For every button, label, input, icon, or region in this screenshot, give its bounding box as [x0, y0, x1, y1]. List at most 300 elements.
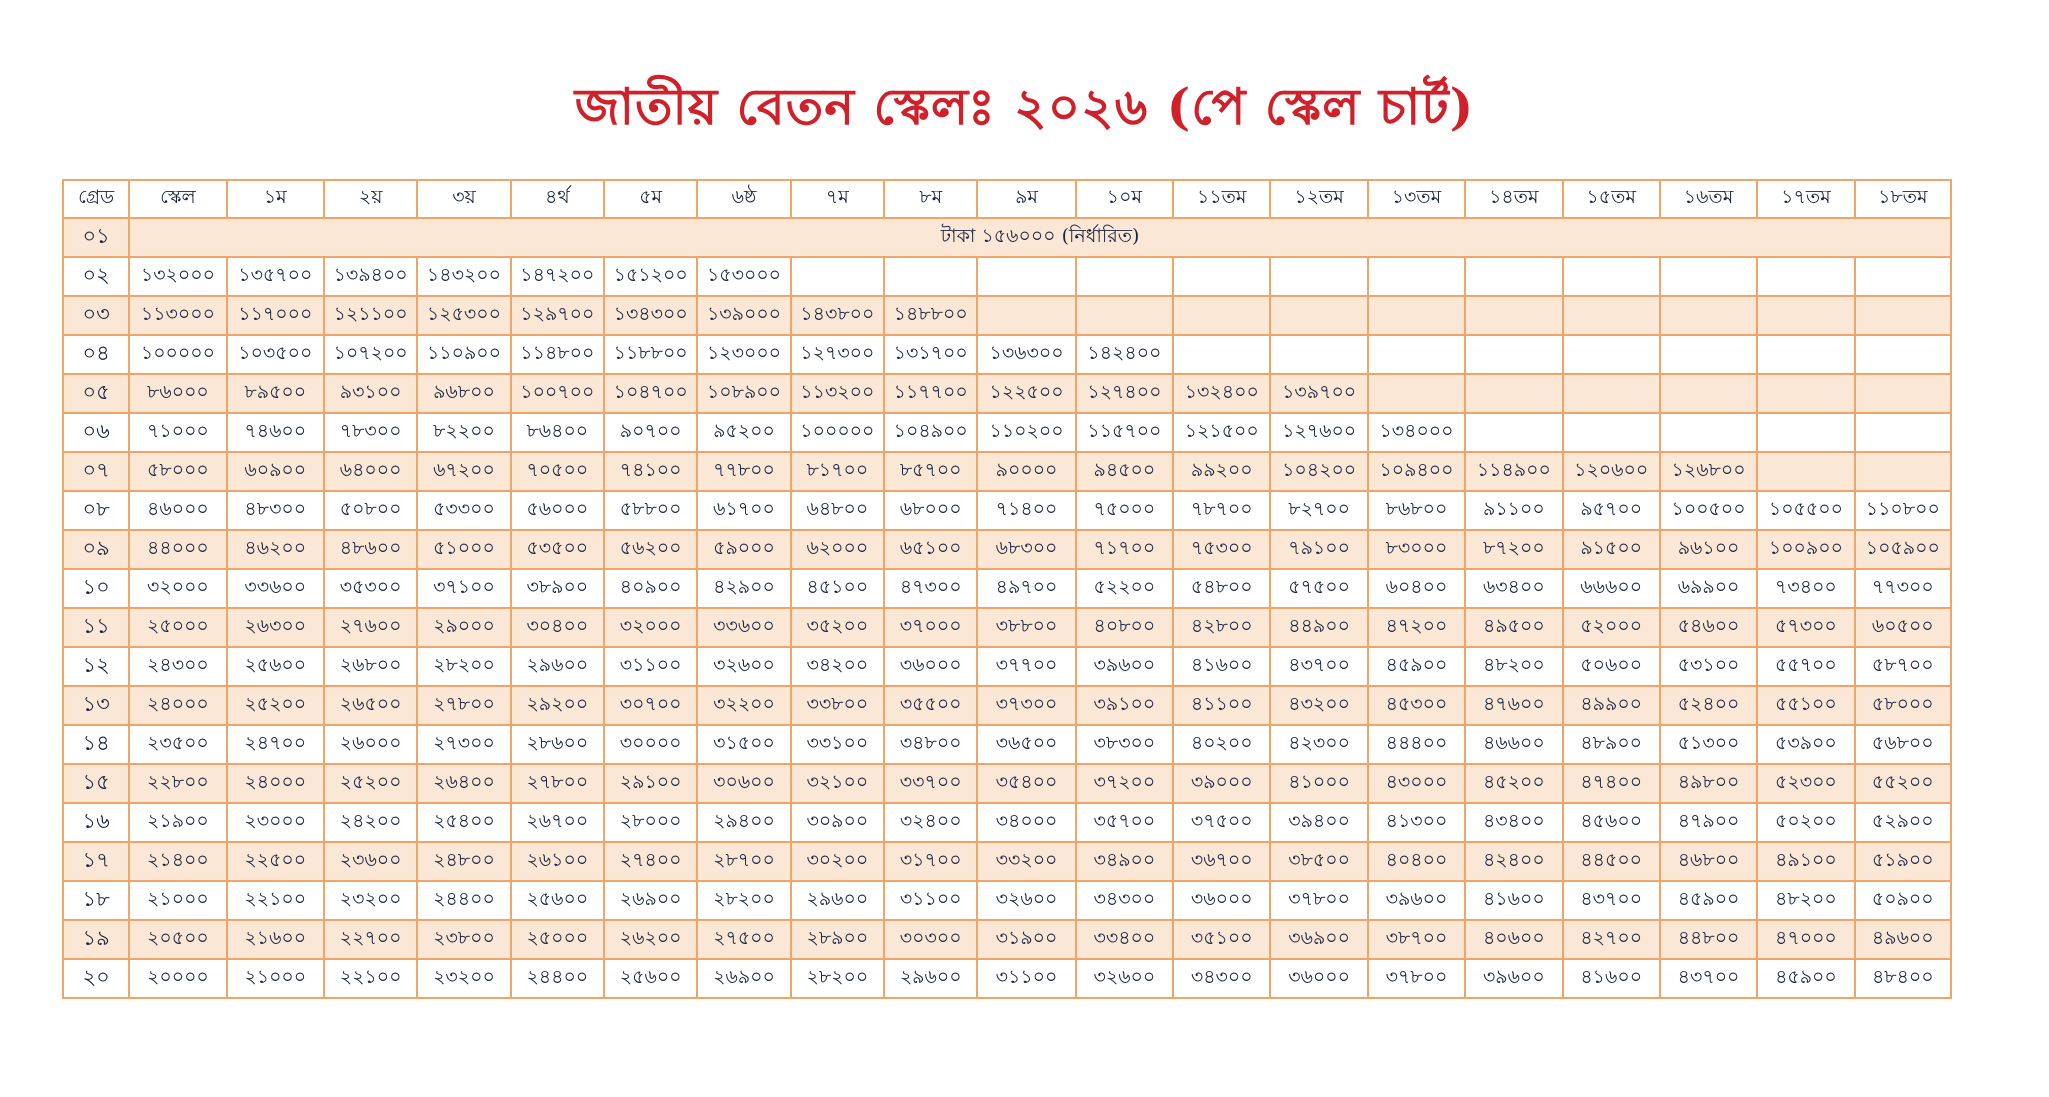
salary-cell: ২৩৬০০	[324, 842, 417, 881]
salary-cell: ১২৯৭০০	[511, 296, 604, 335]
salary-cell: ৩৫৩০০	[324, 569, 417, 608]
salary-cell: ৪৩৭০০	[1660, 959, 1757, 998]
salary-cell: ৫৮০০০	[1855, 686, 1951, 725]
fixed-salary-note: টাকা ১৫৬০০০ (নির্ধারিত)	[129, 218, 1951, 257]
salary-cell: ১১০৮০০	[1855, 491, 1951, 530]
salary-cell: ৩৩২০০	[977, 842, 1075, 881]
salary-cell	[1855, 335, 1951, 374]
salary-cell	[1757, 413, 1854, 452]
salary-cell: ৭০৫০০	[511, 452, 604, 491]
salary-cell	[1465, 257, 1562, 296]
salary-cell: ৫০২০০	[1757, 803, 1854, 842]
salary-cell: ৩৭৮০০	[1368, 959, 1465, 998]
salary-cell: ৪২৯০০	[697, 569, 790, 608]
salary-cell: ৭১৪০০	[977, 491, 1075, 530]
salary-cell: ৩৫১০০	[1173, 920, 1270, 959]
salary-cell: ৭৪১০০	[604, 452, 697, 491]
salary-cell	[1757, 452, 1854, 491]
salary-cell: ১৩৪০০০	[1368, 413, 1465, 452]
table-row	[63, 647, 1951, 686]
table-row	[63, 842, 1951, 881]
header-step: ১২তম	[1270, 180, 1367, 218]
salary-cell: ১০৮৯০০	[697, 374, 790, 413]
salary-cell: ৩৯৬০০	[1465, 959, 1562, 998]
salary-cell: ৫২২০০	[1076, 569, 1173, 608]
salary-cell: ১০০৭০০	[511, 374, 604, 413]
salary-cell: ২০৫০০	[129, 920, 226, 959]
grade-cell: ১২	[63, 647, 129, 686]
salary-cell: ৫৬৮০০	[1855, 725, 1951, 764]
salary-cell: ৩৩৬০০	[697, 608, 790, 647]
salary-cell: ১৩১৭০০	[884, 335, 977, 374]
salary-cell: ৪২৪০০	[1465, 842, 1562, 881]
header-step: ৪র্থ	[511, 180, 604, 218]
salary-cell: ২৯৬০০	[791, 881, 884, 920]
salary-cell: ২১০০০	[129, 881, 226, 920]
salary-cell: ৭১০০০	[129, 413, 226, 452]
salary-cell: ৫২৯০০	[1855, 803, 1951, 842]
salary-cell: ৯০৭০০	[604, 413, 697, 452]
salary-cell: ৫২৩০০	[1757, 764, 1854, 803]
salary-cell: ৮৭২০০	[1465, 530, 1562, 569]
salary-cell: ৮৫৭০০	[884, 452, 977, 491]
salary-cell: ৬০৫০০	[1855, 608, 1951, 647]
salary-cell: ৩৪৯০০	[1076, 842, 1173, 881]
salary-cell: ১৩৪৩০০	[604, 296, 697, 335]
salary-cell: ৬২০০০	[791, 530, 884, 569]
salary-cell: ৪৯৭০০	[977, 569, 1075, 608]
salary-cell: ৩৮৯০০	[511, 569, 604, 608]
salary-cell: ৩১১০০	[604, 647, 697, 686]
salary-cell: ৫২০০০	[1563, 608, 1660, 647]
salary-cell: ৮৬৮০০	[1368, 491, 1465, 530]
grade-cell: ০৬	[63, 413, 129, 452]
salary-cell: ২৫৬০০	[604, 959, 697, 998]
salary-cell: ৪৫২০০	[1465, 764, 1562, 803]
salary-cell: ৪৪৫০০	[1563, 842, 1660, 881]
salary-cell: ৩৪০০০	[977, 803, 1075, 842]
salary-cell: ১০০০০০	[129, 335, 226, 374]
salary-cell	[1563, 413, 1660, 452]
salary-cell	[1757, 296, 1854, 335]
salary-cell: ৯৩১০০	[324, 374, 417, 413]
salary-cell: ৪১৬০০	[1465, 881, 1562, 920]
salary-cell	[1563, 374, 1660, 413]
salary-cell: ৫১০০০	[417, 530, 510, 569]
salary-cell: ৬৮০০০	[884, 491, 977, 530]
salary-cell: ৪১১০০	[1173, 686, 1270, 725]
salary-cell	[1465, 374, 1562, 413]
salary-cell: ৩৫৭০০	[1076, 803, 1173, 842]
salary-cell	[1660, 413, 1757, 452]
salary-cell: ৬৬৬০০	[1563, 569, 1660, 608]
salary-cell: ৪৫৯০০	[1757, 959, 1854, 998]
salary-cell: ২৬২০০	[604, 920, 697, 959]
salary-cell: ১৩৬৩০০	[977, 335, 1075, 374]
header-step: ৬ষ্ঠ	[697, 180, 790, 218]
salary-cell: ৩৯১০০	[1076, 686, 1173, 725]
salary-cell: ৩৬০০০	[884, 647, 977, 686]
salary-cell: ৪৭৬০০	[1465, 686, 1562, 725]
salary-cell	[1855, 296, 1951, 335]
table-row	[63, 959, 1951, 998]
salary-cell: ৩০২০০	[791, 842, 884, 881]
header-step: ৫ম	[604, 180, 697, 218]
table-row	[63, 569, 1951, 608]
salary-cell: ৪৩২০০	[1270, 686, 1367, 725]
salary-cell: ৫৫১০০	[1757, 686, 1854, 725]
salary-cell: ৬৮৩০০	[977, 530, 1075, 569]
header-step: ১০ম	[1076, 180, 1173, 218]
salary-cell: ২৪৮০০	[417, 842, 510, 881]
salary-cell: ৪২৩০০	[1270, 725, 1367, 764]
salary-cell: ২৬৯০০	[604, 881, 697, 920]
salary-cell: ৫১৯০০	[1855, 842, 1951, 881]
salary-cell: ১০৫৫০০	[1757, 491, 1854, 530]
salary-cell: ৪৫৯০০	[1368, 647, 1465, 686]
salary-cell: ২১০০০	[227, 959, 324, 998]
salary-cell: ৩২৬০০	[697, 647, 790, 686]
table-row	[63, 530, 1951, 569]
salary-cell: ২৮২০০	[417, 647, 510, 686]
salary-cell: ৩১৭০০	[884, 842, 977, 881]
salary-cell	[1563, 257, 1660, 296]
salary-cell	[1173, 296, 1270, 335]
salary-cell: ৪০৯০০	[604, 569, 697, 608]
salary-cell: ৩৯৬০০	[1368, 881, 1465, 920]
salary-cell: ৩১১০০	[977, 959, 1075, 998]
salary-cell: ৪৯৯০০	[1563, 686, 1660, 725]
salary-cell: ১২২৫০০	[977, 374, 1075, 413]
salary-cell: ৯১৫০০	[1563, 530, 1660, 569]
salary-cell: ৪৮৩০০	[227, 491, 324, 530]
salary-cell: ২৬৪০০	[417, 764, 510, 803]
salary-cell: ৭৪৬০০	[227, 413, 324, 452]
salary-cell: ৩৪২০০	[791, 647, 884, 686]
table-row	[63, 920, 1951, 959]
salary-cell	[1270, 257, 1367, 296]
salary-cell: ৪৫১০০	[791, 569, 884, 608]
header-step: ৮ম	[884, 180, 977, 218]
salary-cell	[1465, 413, 1562, 452]
salary-cell: ৪৬৮০০	[1660, 842, 1757, 881]
salary-cell: ৮৩০০০	[1368, 530, 1465, 569]
table-row	[63, 686, 1951, 725]
salary-cell: ৩২২০০	[697, 686, 790, 725]
salary-cell	[1076, 296, 1173, 335]
salary-cell: ১২১৫০০	[1173, 413, 1270, 452]
salary-cell: ৩৮৮০০	[977, 608, 1075, 647]
salary-cell: ৫৩১০০	[1660, 647, 1757, 686]
salary-cell: ৪২৭০০	[1563, 920, 1660, 959]
salary-cell	[791, 257, 884, 296]
table-body	[63, 218, 1951, 998]
salary-cell: ১১৩২০০	[791, 374, 884, 413]
salary-cell: ১৩২৪০০	[1173, 374, 1270, 413]
salary-cell: ৮৬৪০০	[511, 413, 604, 452]
salary-cell: ১১৩০০০	[129, 296, 226, 335]
salary-cell: ৭৫০০০	[1076, 491, 1173, 530]
table-row	[63, 452, 1951, 491]
salary-cell: ৩৭৫০০	[1173, 803, 1270, 842]
salary-cell: ১৫৩০০০	[697, 257, 790, 296]
salary-cell: ৪৩৭০০	[1270, 647, 1367, 686]
table-row	[63, 296, 1951, 335]
salary-cell: ৪৭৯০০	[1660, 803, 1757, 842]
header-step: ১৮তম	[1855, 180, 1951, 218]
salary-cell: ৫৯০০০	[697, 530, 790, 569]
salary-cell: ৩৭৩০০	[977, 686, 1075, 725]
salary-cell: ১৪৩২০০	[417, 257, 510, 296]
salary-cell: ১১৭৭০০	[884, 374, 977, 413]
salary-cell: ১৪২৪০০	[1076, 335, 1173, 374]
salary-cell: ২৭৬০০	[324, 608, 417, 647]
salary-cell: ৫৭৩০০	[1757, 608, 1854, 647]
salary-cell: ৩৫৫০০	[884, 686, 977, 725]
grade-cell: ০৮	[63, 491, 129, 530]
salary-cell: ৫৩৯০০	[1757, 725, 1854, 764]
grade-cell: ১৫	[63, 764, 129, 803]
salary-cell: ৪০৮০০	[1076, 608, 1173, 647]
salary-cell: ৩৬৫০০	[977, 725, 1075, 764]
salary-cell: ৪০৬০০	[1465, 920, 1562, 959]
salary-cell: ৩০৭০০	[604, 686, 697, 725]
salary-cell: ৭১৭০০	[1076, 530, 1173, 569]
salary-cell: ৩৬০০০	[1270, 959, 1367, 998]
salary-cell: ৩৩৮০০	[791, 686, 884, 725]
salary-cell: ৩৩১০০	[791, 725, 884, 764]
salary-cell: ১১০৯০০	[417, 335, 510, 374]
salary-cell: ২৭৪০০	[604, 842, 697, 881]
salary-cell: ২১৪০০	[129, 842, 226, 881]
salary-cell: ৫৬০০০	[511, 491, 604, 530]
salary-cell: ১২১১০০	[324, 296, 417, 335]
salary-cell	[1368, 374, 1465, 413]
salary-cell: ৪৫৩০০	[1368, 686, 1465, 725]
header-step: ৯ম	[977, 180, 1075, 218]
salary-cell: ৪৯১০০	[1757, 842, 1854, 881]
salary-cell: ২২১০০	[324, 959, 417, 998]
salary-cell: ১০৩৫০০	[227, 335, 324, 374]
salary-cell: ১২৭৪০০	[1076, 374, 1173, 413]
grade-cell: ১৯	[63, 920, 129, 959]
salary-cell: ৩৯০০০	[1173, 764, 1270, 803]
salary-cell	[1270, 296, 1367, 335]
salary-cell: ৫৪৮০০	[1173, 569, 1270, 608]
pay-scale-table	[62, 179, 1952, 999]
table-row	[63, 257, 1951, 296]
header-step: ৭ম	[791, 180, 884, 218]
salary-cell: ৪৩৭০০	[1563, 881, 1660, 920]
table-row	[63, 413, 1951, 452]
salary-cell: ৩০০০০	[604, 725, 697, 764]
salary-cell: ৩৭১০০	[417, 569, 510, 608]
salary-cell: ৪৮২০০	[1757, 881, 1854, 920]
salary-cell: ১৩৫৭০০	[227, 257, 324, 296]
salary-cell: ২৮৬০০	[511, 725, 604, 764]
salary-cell: ২৮৭০০	[697, 842, 790, 881]
salary-cell: ২২৫০০	[227, 842, 324, 881]
salary-cell: ১০০৯০০	[1757, 530, 1854, 569]
salary-cell: ১২৭৩০০	[791, 335, 884, 374]
salary-cell: ৭৭৮০০	[697, 452, 790, 491]
salary-cell: ১০৫৯০০	[1855, 530, 1951, 569]
salary-cell: ৭৩৪০০	[1757, 569, 1854, 608]
grade-cell: ১৪	[63, 725, 129, 764]
salary-cell: ৩৪৩০০	[1173, 959, 1270, 998]
salary-cell: ৮২৭০০	[1270, 491, 1367, 530]
salary-cell: ৩৭৮০০	[1270, 881, 1367, 920]
salary-cell: ৯৯২০০	[1173, 452, 1270, 491]
salary-cell: ৫৮০০০	[129, 452, 226, 491]
salary-cell: ৬৪০০০	[324, 452, 417, 491]
salary-cell: ২৩২০০	[417, 959, 510, 998]
salary-cell: ২১৬০০	[227, 920, 324, 959]
salary-cell	[977, 296, 1075, 335]
salary-cell: ২৪৪০০	[511, 959, 604, 998]
salary-cell: ৪৯৬০০	[1855, 920, 1951, 959]
salary-cell: ৫৫৭০০	[1757, 647, 1854, 686]
salary-cell: ২৩০০০	[227, 803, 324, 842]
salary-cell: ৭৫৩০০	[1173, 530, 1270, 569]
salary-cell: ১০৪৭০০	[604, 374, 697, 413]
grade-cell: ১১	[63, 608, 129, 647]
salary-cell: ৮২২০০	[417, 413, 510, 452]
salary-cell: ২৮২০০	[791, 959, 884, 998]
header-step: ১৩তম	[1368, 180, 1465, 218]
salary-cell: ১৪৮৮০০	[884, 296, 977, 335]
salary-cell	[1173, 335, 1270, 374]
salary-cell: ৪০২০০	[1173, 725, 1270, 764]
salary-cell: ৫৭৫০০	[1270, 569, 1367, 608]
salary-cell: ২৪৭০০	[227, 725, 324, 764]
salary-cell: ৪৪০০০	[129, 530, 226, 569]
salary-cell: ২৬৩০০	[227, 608, 324, 647]
salary-cell: ৪৬৬০০	[1465, 725, 1562, 764]
salary-cell: ৯১১০০	[1465, 491, 1562, 530]
salary-cell: ২৯৬০০	[511, 647, 604, 686]
grade-cell: ০২	[63, 257, 129, 296]
salary-cell: ২৩৮০০	[417, 920, 510, 959]
salary-cell: ৯৪৫০০	[1076, 452, 1173, 491]
salary-cell	[884, 257, 977, 296]
salary-cell: ৪৬০০০	[129, 491, 226, 530]
salary-cell: ৩২৪০০	[884, 803, 977, 842]
salary-cell: ৪৭০০০	[1757, 920, 1854, 959]
grade-cell: ১৮	[63, 881, 129, 920]
salary-cell: ৫০৮০০	[324, 491, 417, 530]
salary-cell: ৪৮৪০০	[1855, 959, 1951, 998]
salary-cell: ৩৪৩০০	[1076, 881, 1173, 920]
salary-cell: ৪৪৯০০	[1270, 608, 1367, 647]
salary-cell: ৪২৮০০	[1173, 608, 1270, 647]
salary-cell: ৩৮৩০০	[1076, 725, 1173, 764]
grade-cell: ১৬	[63, 803, 129, 842]
salary-cell: ৫৫২০০	[1855, 764, 1951, 803]
salary-cell: ১২৫৩০০	[417, 296, 510, 335]
salary-cell: ১০০০০০	[791, 413, 884, 452]
salary-cell: ৬০৯০০	[227, 452, 324, 491]
salary-cell: ২৫৪০০	[417, 803, 510, 842]
salary-cell: ৬৯৯০০	[1660, 569, 1757, 608]
salary-cell: ৩৩৪০০	[1076, 920, 1173, 959]
salary-cell: ২০০০০	[129, 959, 226, 998]
table-row	[63, 218, 1951, 257]
salary-cell	[977, 257, 1075, 296]
salary-cell: ২৩৫০০	[129, 725, 226, 764]
salary-cell: ৯৫২০০	[697, 413, 790, 452]
salary-cell	[1368, 335, 1465, 374]
salary-cell: ১৪৩৮০০	[791, 296, 884, 335]
salary-cell: ৪৩৪০০	[1465, 803, 1562, 842]
salary-cell: ৪১০০০	[1270, 764, 1367, 803]
salary-cell: ৩৪৮০০	[884, 725, 977, 764]
table-row	[63, 803, 1951, 842]
salary-cell: ৪৮২০০	[1465, 647, 1562, 686]
table-row	[63, 491, 1951, 530]
salary-cell: ১১৮৮০০	[604, 335, 697, 374]
salary-cell: ৩২০০০	[604, 608, 697, 647]
grade-cell: ০৪	[63, 335, 129, 374]
salary-cell: ২৪০০০	[227, 764, 324, 803]
salary-cell	[1855, 413, 1951, 452]
salary-cell: ১১০২০০	[977, 413, 1075, 452]
salary-cell: ৩৬৭০০	[1173, 842, 1270, 881]
salary-cell: ১১৭০০০	[227, 296, 324, 335]
salary-cell: ৩৯৬০০	[1076, 647, 1173, 686]
salary-cell: ৪৫৬০০	[1563, 803, 1660, 842]
salary-cell: ২৯১০০	[604, 764, 697, 803]
salary-cell: ৫৮৭০০	[1855, 647, 1951, 686]
salary-cell	[1855, 452, 1951, 491]
table-row	[63, 764, 1951, 803]
salary-cell: ৩০৬০০	[697, 764, 790, 803]
salary-cell: ১২৩০০০	[697, 335, 790, 374]
salary-cell: ৩৮৫০০	[1270, 842, 1367, 881]
salary-cell: ৯৬৮০০	[417, 374, 510, 413]
header-step: ১ম	[227, 180, 324, 218]
salary-cell: ৩২৬০০	[977, 881, 1075, 920]
salary-cell: ৮৬০০০	[129, 374, 226, 413]
salary-cell: ২৯২০০	[511, 686, 604, 725]
header-step: ৩য়	[417, 180, 510, 218]
salary-cell: ২৫২০০	[227, 686, 324, 725]
salary-cell: ২২৮০০	[129, 764, 226, 803]
salary-cell: ৩১১০০	[884, 881, 977, 920]
salary-cell: ২৫৬০০	[227, 647, 324, 686]
salary-cell: ১০৪৯০০	[884, 413, 977, 452]
salary-cell: ১৩৯৭০০	[1270, 374, 1367, 413]
salary-cell: ১০০৫০০	[1660, 491, 1757, 530]
salary-cell	[1855, 374, 1951, 413]
salary-cell	[1757, 257, 1854, 296]
salary-cell: ২৪২০০	[324, 803, 417, 842]
salary-cell: ১০৭২০০	[324, 335, 417, 374]
salary-cell: ৩১৯০০	[977, 920, 1075, 959]
header-scale: স্কেল	[129, 180, 226, 218]
salary-cell: ৩২০০০	[129, 569, 226, 608]
salary-cell	[1465, 296, 1562, 335]
salary-cell: ৪১৩০০	[1368, 803, 1465, 842]
grade-cell: ০১	[63, 218, 129, 257]
salary-cell: ১০৯৪০০	[1368, 452, 1465, 491]
salary-cell: ৬৪৮০০	[791, 491, 884, 530]
salary-cell: ২৯০০০	[417, 608, 510, 647]
salary-cell: ৫৮৮০০	[604, 491, 697, 530]
salary-cell: ২৫০০০	[129, 608, 226, 647]
salary-cell: ৬৩৪০০	[1465, 569, 1562, 608]
salary-cell: ১৪৭২০০	[511, 257, 604, 296]
